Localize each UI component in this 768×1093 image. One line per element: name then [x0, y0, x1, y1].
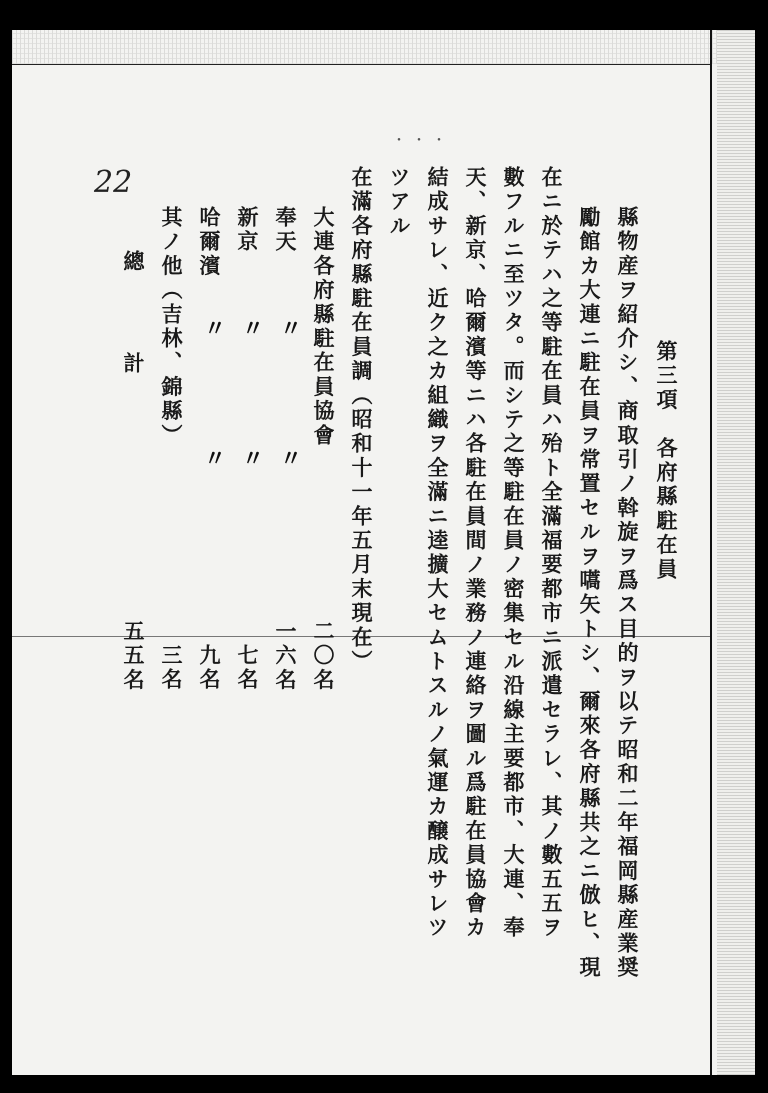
total-label: 總 計: [121, 250, 146, 403]
paragraph-line-4: 數フルニ至ツタ。而シテ之等駐在員ノ密集セル沿線主要都市、大連、奉: [501, 166, 526, 941]
table-row-label: 奉天: [273, 206, 298, 255]
paragraph-line-6: 結成サレ、近ク之カ組織ヲ全滿ニ逵擴大セムトスルノ氣運カ醸成サレツ: [425, 166, 450, 941]
section-heading: 第三項 各府縣駐在員: [654, 340, 679, 582]
table-row-count: 九名: [197, 644, 222, 693]
scan-dots: ・・・: [392, 133, 452, 149]
paragraph-line-3: 在ニ於テハ之等駐在員ハ殆ト全滿福要都市ニ派遣セラレ、其ノ數五五ヲ: [539, 166, 564, 941]
table-row-label: 新京: [235, 206, 260, 255]
table-row-label: 其ノ他（吉林、錦縣）: [159, 206, 184, 448]
ditto-mark: 〃: [204, 446, 227, 472]
ditto-mark: 〃: [204, 316, 227, 342]
paragraph-line-1: 縣物産ヲ紹介シ、商取引ノ斡旋ヲ爲ス目的ヲ以テ昭和二年福岡縣産業奨: [615, 206, 640, 981]
table-row-label: 哈爾濱: [197, 206, 222, 279]
table-row-count: 二〇名: [311, 620, 336, 693]
ditto-mark: 〃: [280, 316, 303, 342]
total-count: 五五名: [121, 620, 146, 693]
paragraph-line-7: ツアル: [387, 166, 412, 239]
header-rule: [12, 64, 712, 65]
scan-noise-top: [12, 30, 755, 64]
table-row-count: 七名: [235, 644, 260, 693]
margin-rule: [710, 30, 712, 1075]
paragraph-line-5: 天、新京、哈爾濱等ニハ各駐在員間ノ業務ノ連絡ヲ圖ル爲駐在員協會カ: [463, 166, 488, 941]
table-title: 在滿各府縣駐在員調（昭和十一年五月末現在）: [349, 166, 374, 675]
table-row-count: 一六名: [273, 620, 298, 693]
document-page: [12, 30, 755, 1075]
paragraph-line-2: 勵館カ大連ニ駐在員ヲ常置セルヲ嚆矢トシ、爾來各府縣共之ニ倣ヒ、現: [577, 206, 602, 981]
page-number: 22: [94, 165, 133, 200]
ditto-mark: 〃: [242, 316, 265, 342]
ditto-mark: 〃: [242, 446, 265, 472]
table-row-count: 三名: [159, 644, 184, 693]
table-row-label: 大連各府縣駐在員協會: [311, 206, 336, 448]
adjacent-page-edge: [717, 30, 755, 1075]
ditto-mark: 〃: [280, 446, 303, 472]
